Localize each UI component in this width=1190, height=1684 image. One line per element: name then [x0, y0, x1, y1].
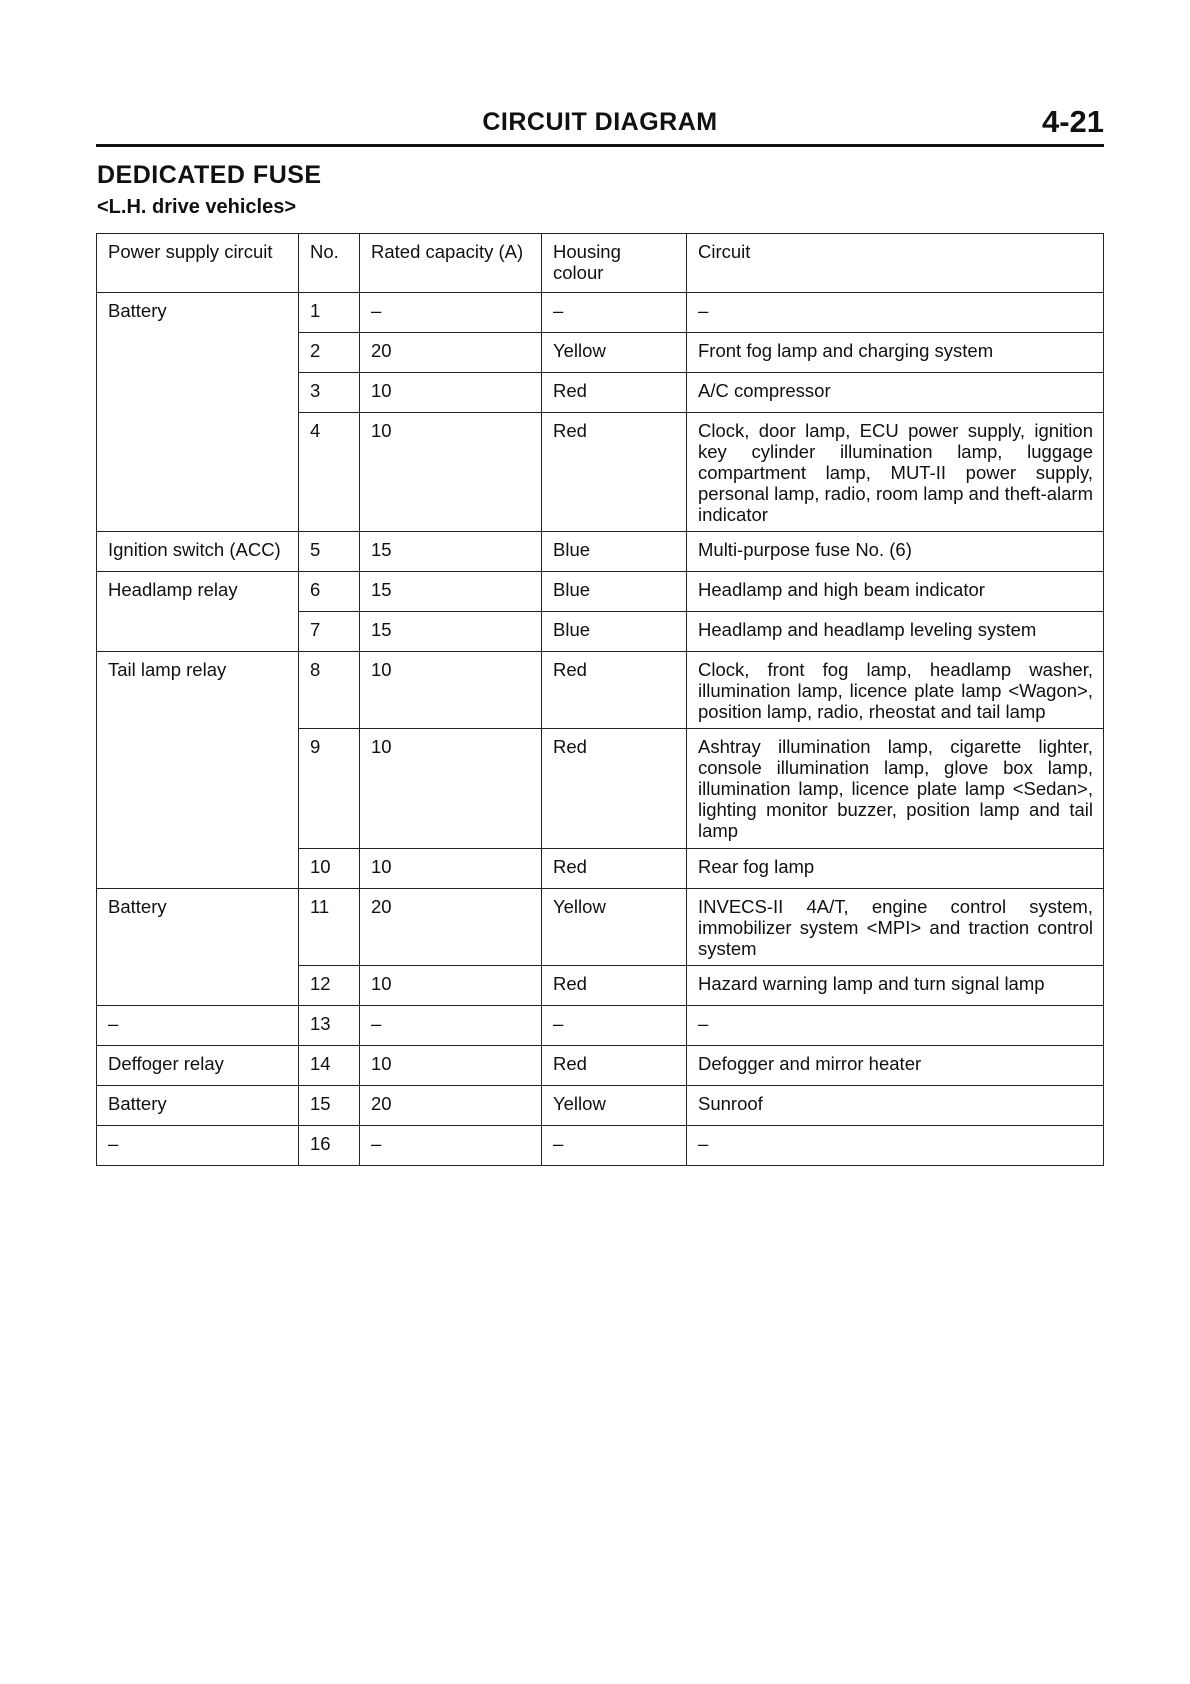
header-housing-colour: Housing colour — [542, 234, 687, 293]
header-no: No. — [299, 234, 360, 293]
rated-capacity-cell: 15 — [360, 572, 542, 612]
header-circuit: Circuit — [687, 234, 1104, 293]
circuit-cell: – — [687, 1126, 1104, 1166]
power-supply-cell: Ignition switch (ACC) — [97, 532, 299, 572]
circuit-cell: Hazard warning lamp and turn signal lamp — [687, 966, 1104, 1006]
housing-colour-cell: Yellow — [542, 889, 687, 966]
circuit-cell: INVECS-II 4A/T, engine control system, immobilizer system <MPI> and traction control system — [687, 889, 1104, 966]
fuse-no-cell: 14 — [299, 1046, 360, 1086]
rated-capacity-cell: 10 — [360, 652, 542, 729]
rated-capacity-cell: 10 — [360, 729, 542, 849]
table-row — [97, 652, 1104, 729]
rated-capacity-cell: 10 — [360, 373, 542, 413]
power-supply-cell: Battery — [97, 889, 299, 1006]
fuse-no-cell: 15 — [299, 1086, 360, 1126]
power-supply-cell: – — [97, 1126, 299, 1166]
circuit-cell: Defogger and mirror heater — [687, 1046, 1104, 1086]
fuse-no-cell: 16 — [299, 1126, 360, 1166]
housing-colour-cell: – — [542, 293, 687, 333]
rated-capacity-cell: – — [360, 1006, 542, 1046]
rated-capacity-cell: – — [360, 293, 542, 333]
rated-capacity-cell: 10 — [360, 413, 542, 532]
page-number: 4-21 — [1041, 104, 1104, 139]
fuse-no-cell: 11 — [299, 889, 360, 966]
table-row — [97, 1006, 1104, 1046]
rated-capacity-cell: 10 — [360, 1046, 542, 1086]
housing-colour-cell: Red — [542, 1046, 687, 1086]
housing-colour-cell: Red — [542, 652, 687, 729]
section-title: DEDICATED FUSE — [97, 161, 322, 189]
table-row — [97, 1126, 1104, 1166]
header-power-supply-circuit: Power supply circuit — [97, 234, 299, 293]
fuse-no-cell: 2 — [299, 333, 360, 373]
power-supply-cell: Headlamp relay — [97, 572, 299, 652]
housing-colour-cell: – — [542, 1006, 687, 1046]
housing-colour-cell: Blue — [542, 612, 687, 652]
fuse-no-cell: 10 — [299, 849, 360, 889]
power-supply-cell: Battery — [97, 1086, 299, 1126]
circuit-cell: – — [687, 1006, 1104, 1046]
circuit-cell: Front fog lamp and charging system — [687, 333, 1104, 373]
housing-colour-cell: Red — [542, 373, 687, 413]
rated-capacity-cell: – — [360, 1126, 542, 1166]
fuse-no-cell: 13 — [299, 1006, 360, 1046]
housing-colour-cell: Red — [542, 729, 687, 849]
housing-colour-cell: Blue — [542, 532, 687, 572]
header-rated-capacity: Rated capacity (A) — [360, 234, 542, 293]
dedicated-fuse-table — [96, 233, 1104, 1166]
circuit-cell: Ashtray illumination lamp, cigarette lighter, console illumination lamp, glove box lamp, illumination lamp, licence plate lamp <Sedan>, lighting monitor buzzer, position lamp and tail lamp — [687, 729, 1104, 849]
circuit-cell: Multi-purpose fuse No. (6) — [687, 532, 1104, 572]
fuse-no-cell: 7 — [299, 612, 360, 652]
power-supply-cell: Deffoger relay — [97, 1046, 299, 1086]
table-row — [97, 532, 1104, 572]
circuit-cell: Headlamp and headlamp leveling system — [687, 612, 1104, 652]
circuit-cell: Sunroof — [687, 1086, 1104, 1126]
circuit-cell: Rear fog lamp — [687, 849, 1104, 889]
fuse-no-cell: 1 — [299, 293, 360, 333]
circuit-cell: Clock, door lamp, ECU power supply, ignition key cylinder illumination lamp, luggage compartment lamp, MUT-II power supply, personal lamp, radio, room lamp and theft-alarm indicator — [687, 413, 1104, 532]
table-row — [97, 1046, 1104, 1086]
housing-colour-cell: Red — [542, 413, 687, 532]
power-supply-cell: Tail lamp relay — [97, 652, 299, 889]
fuse-no-cell: 9 — [299, 729, 360, 849]
page-header — [96, 104, 1104, 147]
housing-colour-cell: – — [542, 1126, 687, 1166]
fuse-no-cell: 4 — [299, 413, 360, 532]
housing-colour-cell: Yellow — [542, 1086, 687, 1126]
rated-capacity-cell: 20 — [360, 1086, 542, 1126]
fuse-no-cell: 12 — [299, 966, 360, 1006]
circuit-cell: – — [687, 293, 1104, 333]
power-supply-cell: – — [97, 1006, 299, 1046]
table-row — [97, 572, 1104, 612]
rated-capacity-cell: 10 — [360, 849, 542, 889]
housing-colour-cell: Red — [542, 849, 687, 889]
rated-capacity-cell: 20 — [360, 333, 542, 373]
circuit-cell: A/C compressor — [687, 373, 1104, 413]
fuse-no-cell: 3 — [299, 373, 360, 413]
table-header-row — [97, 234, 1104, 293]
fuse-no-cell: 8 — [299, 652, 360, 729]
rated-capacity-cell: 15 — [360, 612, 542, 652]
rated-capacity-cell: 20 — [360, 889, 542, 966]
table-row — [97, 1086, 1104, 1126]
table-row — [97, 293, 1104, 333]
fuse-no-cell: 6 — [299, 572, 360, 612]
circuit-cell: Clock, front fog lamp, headlamp washer, illumination lamp, licence plate lamp <Wagon>, position lamp, radio, rheostat and tail lamp — [687, 652, 1104, 729]
header-title: CIRCUIT DIAGRAM — [482, 108, 718, 136]
table-row — [97, 889, 1104, 966]
rated-capacity-cell: 15 — [360, 532, 542, 572]
circuit-cell: Headlamp and high beam indicator — [687, 572, 1104, 612]
section-subtitle: <L.H. drive vehicles> — [97, 196, 296, 218]
housing-colour-cell: Red — [542, 966, 687, 1006]
housing-colour-cell: Yellow — [542, 333, 687, 373]
fuse-no-cell: 5 — [299, 532, 360, 572]
housing-colour-cell: Blue — [542, 572, 687, 612]
power-supply-cell: Battery — [97, 293, 299, 532]
rated-capacity-cell: 10 — [360, 966, 542, 1006]
